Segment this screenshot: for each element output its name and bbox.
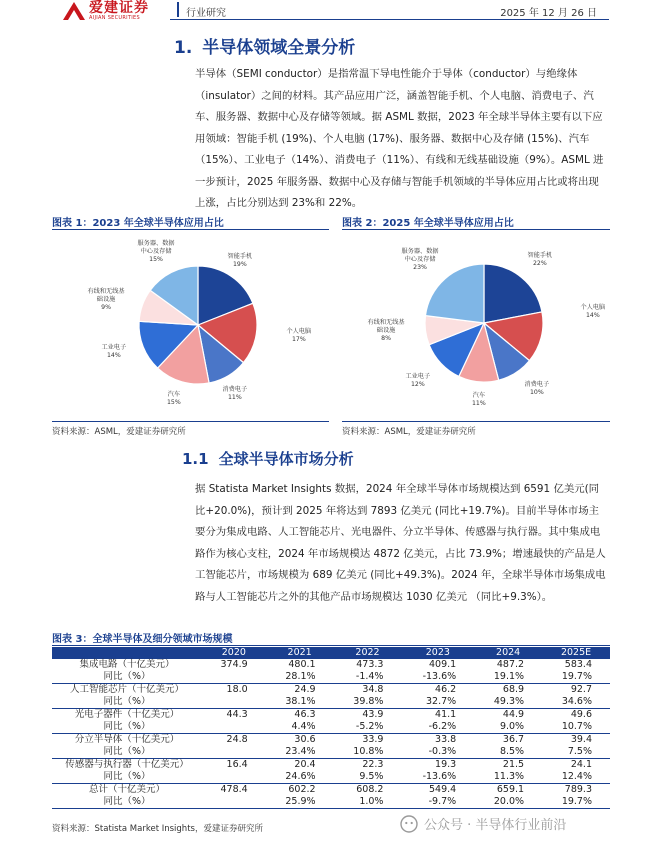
table-row [52,746,610,759]
table-cell: 473.3 [356,659,384,671]
table-cell: 同比（%） [52,746,202,759]
table-cell: 39.4 [570,734,592,746]
pie-slice-name: 有线和无线基 础设施 [87,288,125,303]
table-cell: 602.2 [288,784,316,796]
figure-1-source: 资料来源：ASML，爱建证券研究所 [52,427,186,437]
table-cell: -0.3% [401,746,474,759]
figure-2-source: 资料来源：ASML，爱建证券研究所 [342,427,476,437]
table-cell: 28.1% [266,671,334,684]
table-cell: 同比（%） [52,671,202,684]
table-cell: 32.7% [401,696,474,709]
table-cell: 22.3 [362,759,384,771]
table-cell: 光电子器件（十亿美元） [74,709,180,721]
table-cell: 33.9 [362,734,384,746]
pie-slice-percent: 9% [101,304,111,311]
pie-slice-name: 服务器、数据 中心及存储 [137,240,175,255]
pie-slice-name: 消费电子 [524,381,550,388]
table-cell: 9.0% [474,721,542,734]
table-cell [202,746,266,759]
table-row [52,759,610,772]
header-divider-bar [177,2,179,17]
pie-slice-label [528,252,553,268]
figure-2-source-rule [342,421,610,422]
pie-chart-2023 [52,232,329,418]
watermark-text: 公众号 · 半导体行业前沿 [424,818,567,833]
table-cell: 16.4 [226,759,248,771]
pie-slice-name: 消费电子 [222,386,248,393]
section-1-paragraph: 半导体（SEMI conductor）是指常温下导电性能介于导体（conductor）与绝缘体（insulator）之间的材料。其产品应用广泛，涵盖智能手机、个人电脑、消费电子、汽车、服务器、数据中心及存储等领域。据 ASML 数据，2023 年全球半导体主要有以下应用领域：智能手机 (19%)、个人电脑 (17%)、服务器、数据中心及存储 (15%)、汽车（15%）、工业电子（14%）、消费电子（11%）、有线和无线基础设施（9%）。ASML 进一步预计，2025 年服务器、数据中心及存储与智能手机领域的半导体应用占比或将出现上涨，占比分别达到 23%和 22%。 [195,68,604,209]
table-cell [202,796,266,809]
page-header [0,0,659,22]
pie-slice-label [581,304,606,320]
section-1-1-paragraph: 据 Statista Market Insights 数据，2024 年全球半导体市场规模达到 6591 亿美元(同比+20.0%)，预计到 2025 年将达到 7893 亿美元 (同比+19.7%)。目前半导体市场主要分为集成电路、人工智能芯片、光电器件、分立半导体、传感器与执行器。其中集成电路作为核心支柱，2024 年市场规模达 4872 亿美元，占比 73.9%；增速最快的产品是人工智能芯片，市场规模为 689 亿美元 (同比+49.3%)。2024 年，全球半导体市场集成电路与人工智能芯片之外的其他产品市场规模达 1030 亿美元 （同比+9.3%）。 [195,483,606,603]
table-cell: 8.5% [474,746,542,759]
table-cell: 21.5 [502,759,525,771]
table-cell: 同比（%） [52,721,202,734]
table-cell: 49.3% [474,696,542,709]
market-size-table [52,647,610,809]
table-cell: 44.9 [502,709,525,721]
table-cell [202,696,266,709]
table-cell: -13.6% [401,771,474,784]
table-cell: 68.9 [502,684,525,696]
pie-chart-2025 [342,232,610,418]
pie-slice-percent: 15% [167,399,181,406]
pie-slice-percent: 14% [106,352,121,359]
table-cell: 24.9 [294,684,316,696]
pie-slice-percent: 8% [381,335,391,342]
table-header-cell: 2023 [401,647,474,659]
table-cell: 18.0 [226,684,248,696]
header-rule [170,19,609,20]
figure-3-rule [52,645,610,646]
table-cell: 传感器与执行器（十亿美元） [65,759,189,771]
table-cell: 608.2 [356,784,384,796]
pie-slice-label [472,392,486,408]
table-cell: 23.4% [266,746,334,759]
pie-slice [425,264,484,323]
table-header-cell: 2021 [266,647,334,659]
table-cell: 4.4% [266,721,334,734]
logo-mark-icon [62,1,86,21]
pie-slice-label [402,248,439,272]
pie-slice-percent: 23% [413,264,427,271]
table-cell: 33.8 [435,734,457,746]
table-cell: -9.7% [401,796,474,809]
table-row [52,771,610,784]
table-row [52,796,610,809]
pie-slice-name: 汽车 [472,392,486,399]
figure-3-source: 资料来源：Statista Market Insights，爱建证券研究所 [52,824,263,834]
pie-slice-percent: 14% [585,312,600,319]
table-cell: 同比（%） [52,696,202,709]
table-cell: -1.4% [334,671,402,684]
table-header-cell: 2024 [474,647,542,659]
table-row [52,659,610,671]
table-row [52,709,610,722]
table-cell: 583.4 [564,659,592,671]
table-cell: 34.8 [362,684,384,696]
section-number: 1. [174,38,193,58]
pie-slice-percent: 10% [529,389,544,396]
pie-slice-label [368,319,405,343]
pie-slice-percent: 12% [410,381,425,388]
table-cell: 374.9 [220,659,248,671]
pie-slice-label [287,328,312,344]
table-header-cell [52,647,202,659]
pie-slice-name: 个人电脑 [580,304,606,311]
table-cell: 34.6% [542,696,610,709]
table-cell [202,671,266,684]
wechat-watermark [400,814,566,833]
table-cell: 12.4% [542,771,610,784]
table-cell: -5.2% [334,721,402,734]
table-row [52,784,610,797]
pie-slice-label [228,253,253,269]
pie-slice-percent: 11% [227,394,242,401]
pie-slice-percent: 19% [232,261,247,268]
figure-2-title: 图表 2：2025 年全球半导体应用占比 [342,218,514,229]
pie-slice-name: 工业电子 [101,344,127,351]
pie-svg [52,232,329,418]
table-row [52,721,610,734]
table-header-cell: 2025E [542,647,610,659]
section-title: 全球半导体市场分析 [218,450,354,468]
logo-name-cn: 爱建证券 [89,0,149,16]
table-cell: 24.1 [570,759,592,771]
report-category: 行业研究 [186,8,226,19]
pie-slice-percent: 11% [472,400,486,407]
table-cell: -6.2% [401,721,474,734]
wechat-icon [400,815,418,833]
section-number: 1.1 [182,450,209,468]
table-cell: 30.6 [294,734,316,746]
table-row [52,696,610,709]
table-cell: 人工智能芯片（十亿美元） [69,684,184,696]
table-cell: 44.3 [226,709,248,721]
pie-slice-label [138,240,175,264]
pie-slice-percent: 15% [149,256,163,263]
table-cell: 9.5% [334,771,402,784]
table-cell: 同比（%） [52,796,202,809]
pie-slice-label [525,381,550,397]
pie-slice-name: 汽车 [167,391,181,398]
table-cell: 789.3 [564,784,592,796]
table-header-row [52,647,610,659]
table-row [52,671,610,684]
table-cell: 20.0% [474,796,542,809]
logo-name-en: AIJIAN SECURITIES [89,15,140,21]
pie-slice-label [102,344,127,360]
pie-slice-label [406,373,431,389]
table-cell: 分立半导体（十亿美元） [74,734,180,746]
figure-3-title: 图表 3：全球半导体及细分领域市场规模 [52,634,233,645]
pie-slice-name: 有线和无线基 础设施 [367,319,405,334]
table-cell: 487.2 [496,659,525,671]
company-logo [62,1,149,22]
figure-1-source-rule [52,421,329,422]
figure-2-rule [342,229,610,230]
table-cell: 10.7% [542,721,610,734]
table-cell [202,721,266,734]
table-cell: -13.6% [401,671,474,684]
pie-slice-percent: 22% [532,260,547,267]
table-row [52,734,610,747]
table-cell: 92.7 [570,684,592,696]
pie-slice-name: 个人电脑 [286,328,312,335]
table-cell: 659.1 [496,784,525,796]
table-cell: 集成电路（十亿美元） [79,659,175,671]
pie-slice-name: 工业电子 [405,373,431,380]
pie-slice-percent: 17% [291,336,306,343]
table-header-cell: 2020 [202,647,266,659]
table-cell: 39.8% [334,696,402,709]
table-cell: 46.2 [435,684,457,696]
table-cell: 25.9% [266,796,334,809]
table-cell: 10.8% [334,746,402,759]
table-cell: 20.4 [294,759,316,771]
table-cell: 480.1 [288,659,316,671]
section-heading-1-1 [182,448,354,469]
table-cell: 1.0% [334,796,402,809]
table-cell: 19.7% [542,671,610,684]
section-title: 半导体领域全景分析 [202,38,356,58]
table-cell: 同比（%） [52,771,202,784]
pie-slice-label [88,288,125,312]
table-cell: 19.1% [474,671,542,684]
table-cell: 49.6 [570,709,592,721]
section-heading-1 [174,33,355,58]
pie-slice-name: 智能手机 [227,253,253,260]
table-cell: 43.9 [362,709,384,721]
table-cell: 549.4 [428,784,457,796]
table-cell: 7.5% [542,746,610,759]
table-cell: 24.6% [266,771,334,784]
pie-slice-label [223,386,248,402]
table-cell: 38.1% [266,696,334,709]
table-header-cell: 2022 [334,647,402,659]
table-cell: 24.8 [226,734,248,746]
table-cell: 19.7% [542,796,610,809]
report-date: 2025 年 12 月 26 日 [500,8,597,19]
pie-slice-name: 服务器、数据 中心及存储 [401,248,439,263]
figure-1-rule [52,229,329,230]
table-row [52,684,610,697]
table-cell: 11.3% [474,771,542,784]
table-cell: 41.1 [435,709,457,721]
table-cell: 19.3 [435,759,457,771]
table-cell: 478.4 [220,784,248,796]
pie-slice-name: 智能手机 [527,252,553,259]
table-cell [202,771,266,784]
table-cell: 36.7 [502,734,525,746]
table-cell: 409.1 [428,659,457,671]
pie-slice-label [167,391,181,407]
table-cell: 总计（十亿美元） [88,784,165,796]
table-cell: 46.3 [294,709,316,721]
figure-1-title: 图表 1：2023 年全球半导体应用占比 [52,218,224,229]
